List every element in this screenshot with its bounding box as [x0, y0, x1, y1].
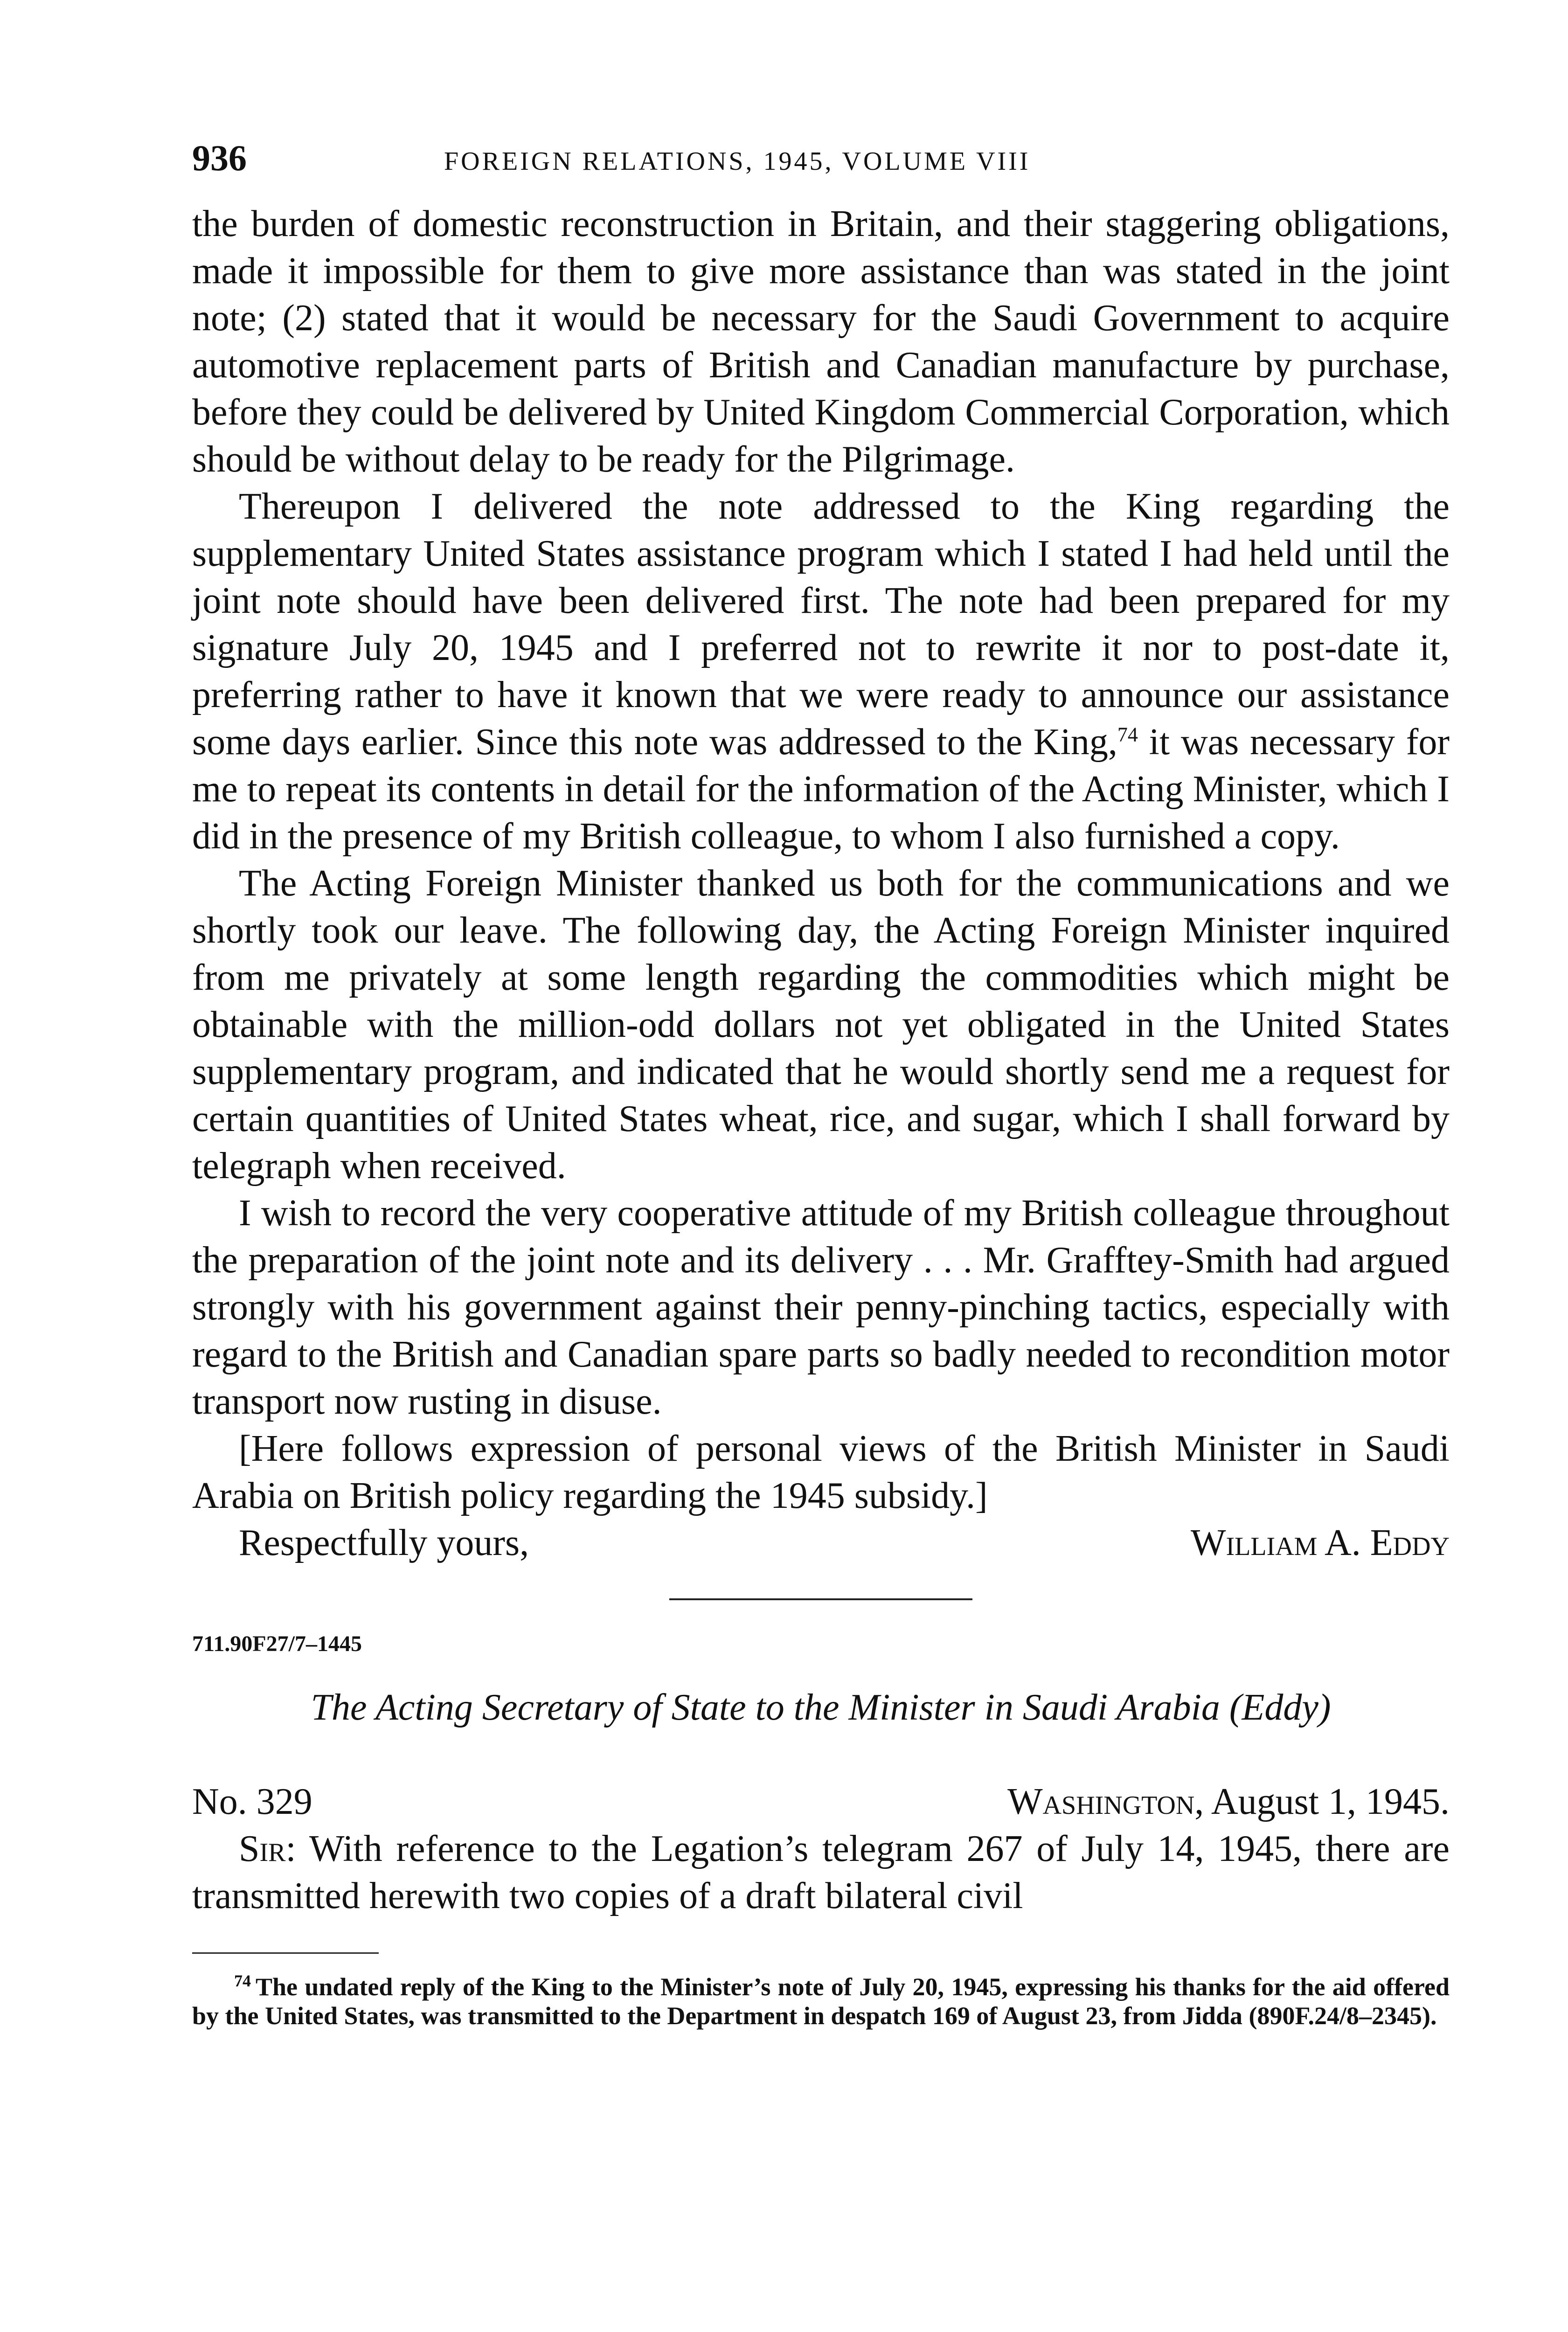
dispatch-paragraph: [192, 1825, 1450, 1920]
dispatch-date: August 1, 1945.: [1211, 1781, 1450, 1822]
dateline: [192, 1778, 1450, 1825]
paragraph-2-part-2: it was necessary for me to repeat its contents in detail for the information of the Acting Minister, which I did in the presence of my British colleague, to whom I also furnished a copy.: [192, 722, 1450, 857]
document-title: The Acting Secretary of State to the Minister in Saudi Arabia (Eddy): [311, 1687, 1331, 1728]
closing: Respectfully yours,: [239, 1522, 529, 1563]
dispatch-place: Washington,: [1007, 1781, 1204, 1822]
footnote-reference: 74: [1117, 723, 1138, 746]
document-id: 711.90F27/7–1445: [192, 1631, 362, 1656]
section-divider: [669, 1598, 972, 1600]
page-header: [192, 140, 1450, 201]
paragraph-4: I wish to record the very cooperative attitude of my British colleague throughout the preparation of the joint note and its delivery . . . Mr. Grafftey-Smith had argued strongly with his government against their penny-pinching tactics, especially with regard to the British and Canadian spare parts so badly needed to recondition motor transport now rusting in disuse.: [192, 1193, 1450, 1422]
paragraph-3: The Acting Foreign Minister thanked us both for the communications and we shortly took our leave. The following day, the Acting Foreign Minister inquired from me privately at some length regarding the commodities which might be obtainable with the million-odd dollars not yet obligated in the United States supplementary program, and indicated that he would shortly send me a request for certain quantities of United States wheat, rice, and sugar, which I shall forward by telegraph when received.: [192, 863, 1450, 1187]
paragraph-2-part-1: Thereupon I delivered the note addressed to the King regarding the supplementary United States assistance program which I stated I had held until the joint note should have been delivered first. The note had been prepared for my signature July 20, 1945 and I preferred not to rewrite it nor to post-date it, preferring rather to have it known that we were ready to announce our assistance some days earlier. Since this note was addressed to the King,: [192, 486, 1450, 763]
letter-body: [192, 201, 1450, 1567]
place-and-date: [1007, 1778, 1450, 1825]
footnote-divider: [192, 1952, 379, 1954]
signature: William A. Eddy: [1190, 1522, 1450, 1563]
footnote-text: The undated reply of the King to the Minister’s note of July 20, 1945, expressing his thanks for the aid offered by the United States, was transmitted to the Department in despatch 169 of August 23, from Jidda (890F.24/8–2345).: [192, 1973, 1450, 2030]
dispatch-body: [192, 1778, 1450, 1920]
running-head: FOREIGN RELATIONS, 1945, VOLUME VIII: [444, 147, 1031, 176]
footnote: 74 The undated reply of the King to the Minister’s note of July 20, 1945, expressing his thanks for the aid offered by the United States, was transmitted to the Department in despatch 169 of August 23, from Jidda (890F.24/8–2345).: [192, 1971, 1450, 2030]
dispatch-text: With reference to the Legation’s telegram 267 of July 14, 1945, there are transmitted herewith two copies of a draft bilateral civil: [192, 1828, 1450, 1916]
page-number: 936: [192, 138, 247, 178]
paragraph-5: [Here follows expression of personal views of the British Minister in Saudi Arabia on British policy regarding the 1945 subsidy.]: [192, 1428, 1450, 1516]
dispatch-number: No. 329: [192, 1781, 312, 1822]
paragraph-1: the burden of domestic reconstruction in Britain, and their staggering obligations, made it impossible for them to give more assistance than was stated in the joint note; (2) stated that it would be necessary for the Saudi Government to acquire automotive replacement parts of British and Canadian manufacture by purchase, before they could be delivered by United Kingdom Commercial Corporation, which should be without delay to be ready for the Pilgrimage.: [192, 203, 1450, 480]
signature-line: [192, 1520, 1450, 1567]
document-page: [192, 140, 1450, 2030]
paragraph-2: [192, 483, 1450, 860]
salutation: Sir:: [239, 1828, 296, 1869]
